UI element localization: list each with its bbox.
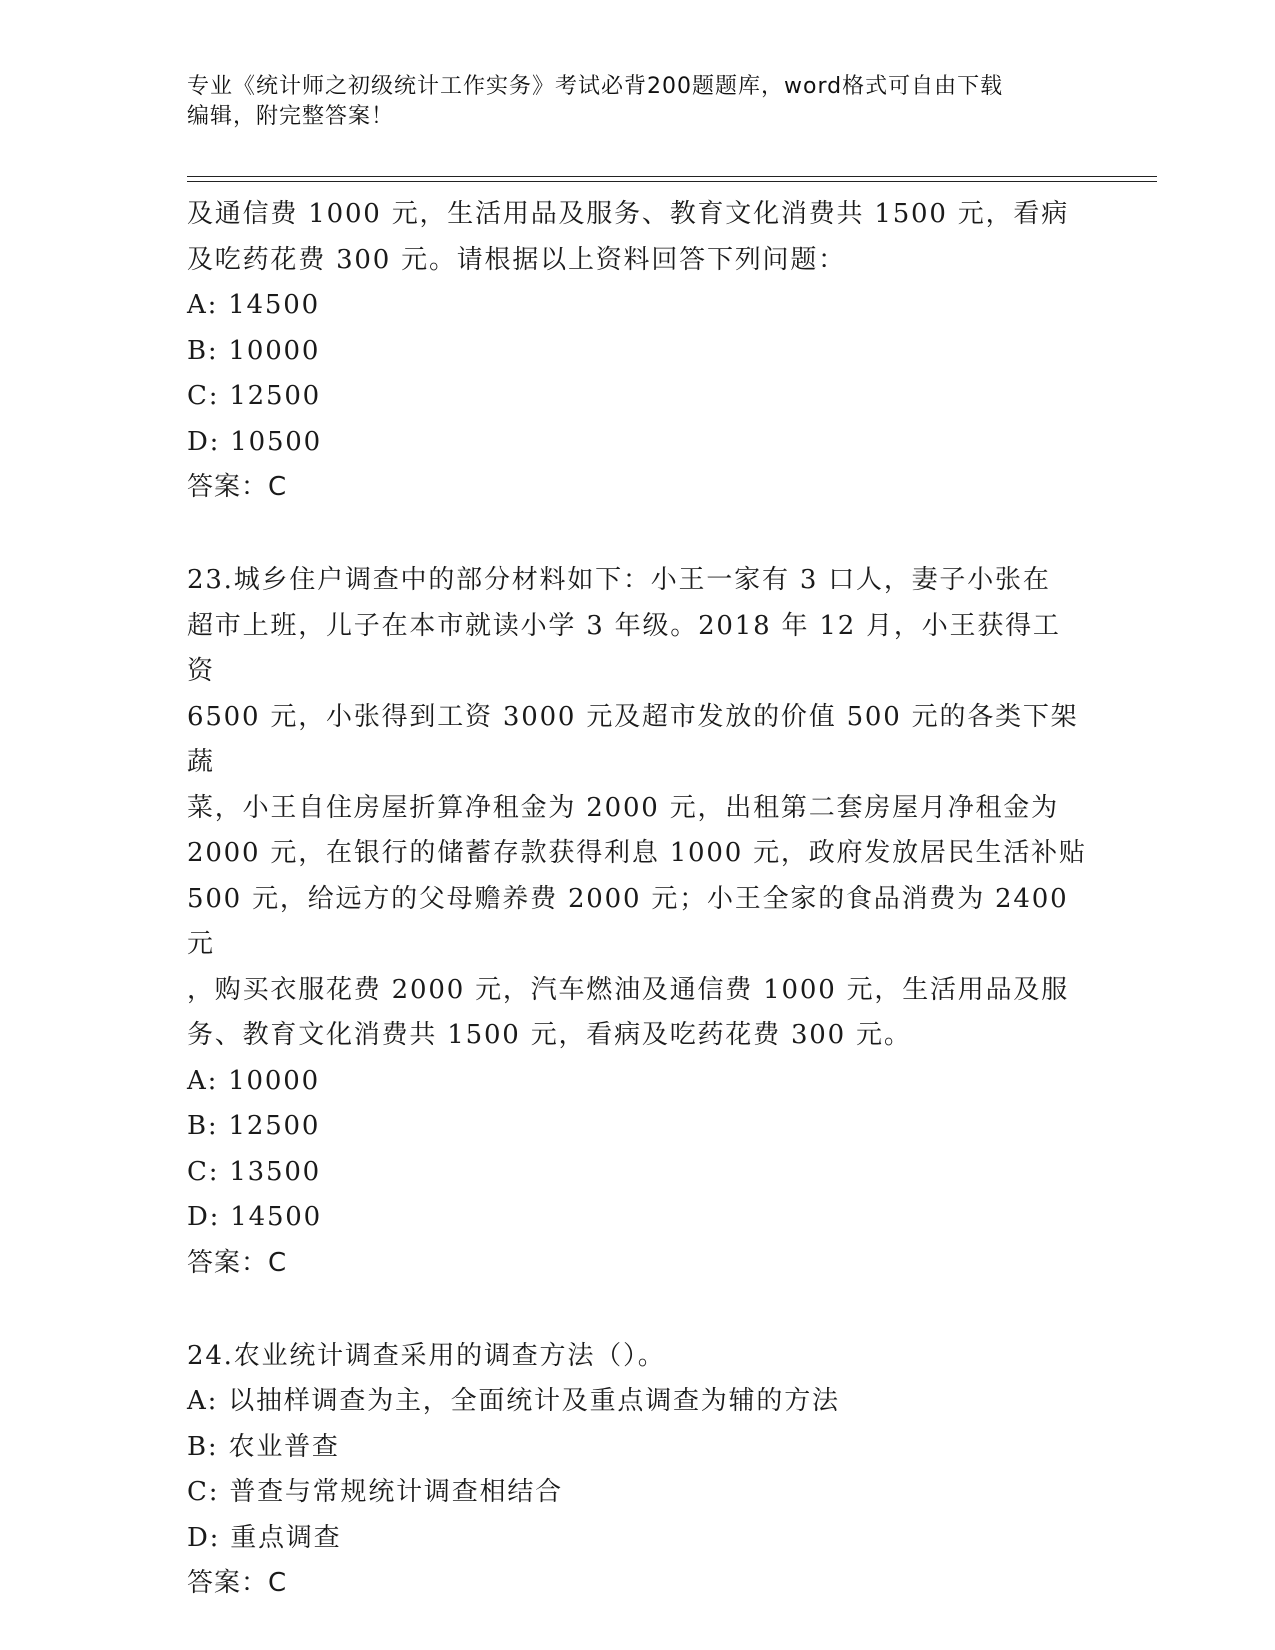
option-b: B: 农业普查: [187, 1431, 340, 1462]
block-spacer: [187, 1286, 1087, 1334]
question-text-line: 6500 元，小张得到工资 3000 元及超市发放的价值 500 元的各类下架蔬: [187, 701, 1079, 777]
question-text-line: 菜，小王自住房屋折算净租金为 2000 元，出租第二套房屋月净租金为: [187, 792, 1059, 823]
question-text-line: 务、教育文化消费共 1500 元，看病及吃药花费 300 元。: [187, 1020, 912, 1050]
document-body: [187, 192, 1087, 1606]
question-continuation-line: 及通信费 1000 元，生活用品及服务、教育文化消费共 1500 元，看病: [187, 199, 1069, 229]
question-text-line: 2000 元，在银行的储蓄存款获得利息 1000 元，政府发放居民生活补贴: [187, 838, 1087, 868]
option-a: A: 10000: [187, 1065, 320, 1096]
option-a: A: 14500: [187, 290, 320, 320]
header-title-line-1: 专业《统计师之初级统计工作实务》考试必背200题题库，word格式可自由下载: [187, 74, 1004, 99]
header-divider: [187, 176, 1157, 182]
answer-line: 答案：C: [187, 472, 288, 502]
option-b: B: 12500: [187, 1111, 321, 1141]
question-block-24: [187, 1334, 1087, 1607]
option-d: D: 14500: [187, 1202, 322, 1232]
option-c: C: 12500: [187, 381, 322, 411]
question-continuation-line: 及吃药花费 300 元。请根据以上资料回答下列问题：: [187, 244, 846, 275]
option-c: C: 13500: [187, 1156, 322, 1187]
answer-line: 答案：C: [187, 1247, 288, 1278]
option-d: D: 重点调查: [187, 1522, 342, 1553]
answer-line: 答案：C: [187, 1568, 288, 1598]
question-text-line: 23.城乡住户调查中的部分材料如下：小王一家有 3 口人，妻子小张在: [187, 565, 1051, 595]
option-b: B: 10000: [187, 335, 321, 366]
option-a: A: 以抽样调查为主，全面统计及重点调查为辅的方法: [187, 1386, 840, 1416]
question-block-22: [187, 192, 1087, 510]
document-header: [187, 72, 1067, 132]
option-d: D: 10500: [187, 426, 322, 457]
question-text-line: 500 元，给远方的父母赡养费 2000 元；小王全家的食品消费为 2400 元: [187, 883, 1079, 959]
block-spacer: [187, 510, 1087, 558]
question-text-line: ，购买衣服花费 2000 元，汽车燃油及通信费 1000 元，生活用品及服: [187, 974, 1069, 1005]
option-c: C: 普查与常规统计调查相结合: [187, 1477, 563, 1507]
header-title-line-2: 编辑，附完整答案！: [187, 104, 395, 129]
question-text-line: 24.农业统计调查采用的调查方法（）。: [187, 1340, 666, 1371]
question-block-23: [187, 558, 1087, 1286]
question-text-line: 超市上班，儿子在本市就读小学 3 年级。2018 年 12 月，小王获得工资: [187, 610, 1061, 686]
